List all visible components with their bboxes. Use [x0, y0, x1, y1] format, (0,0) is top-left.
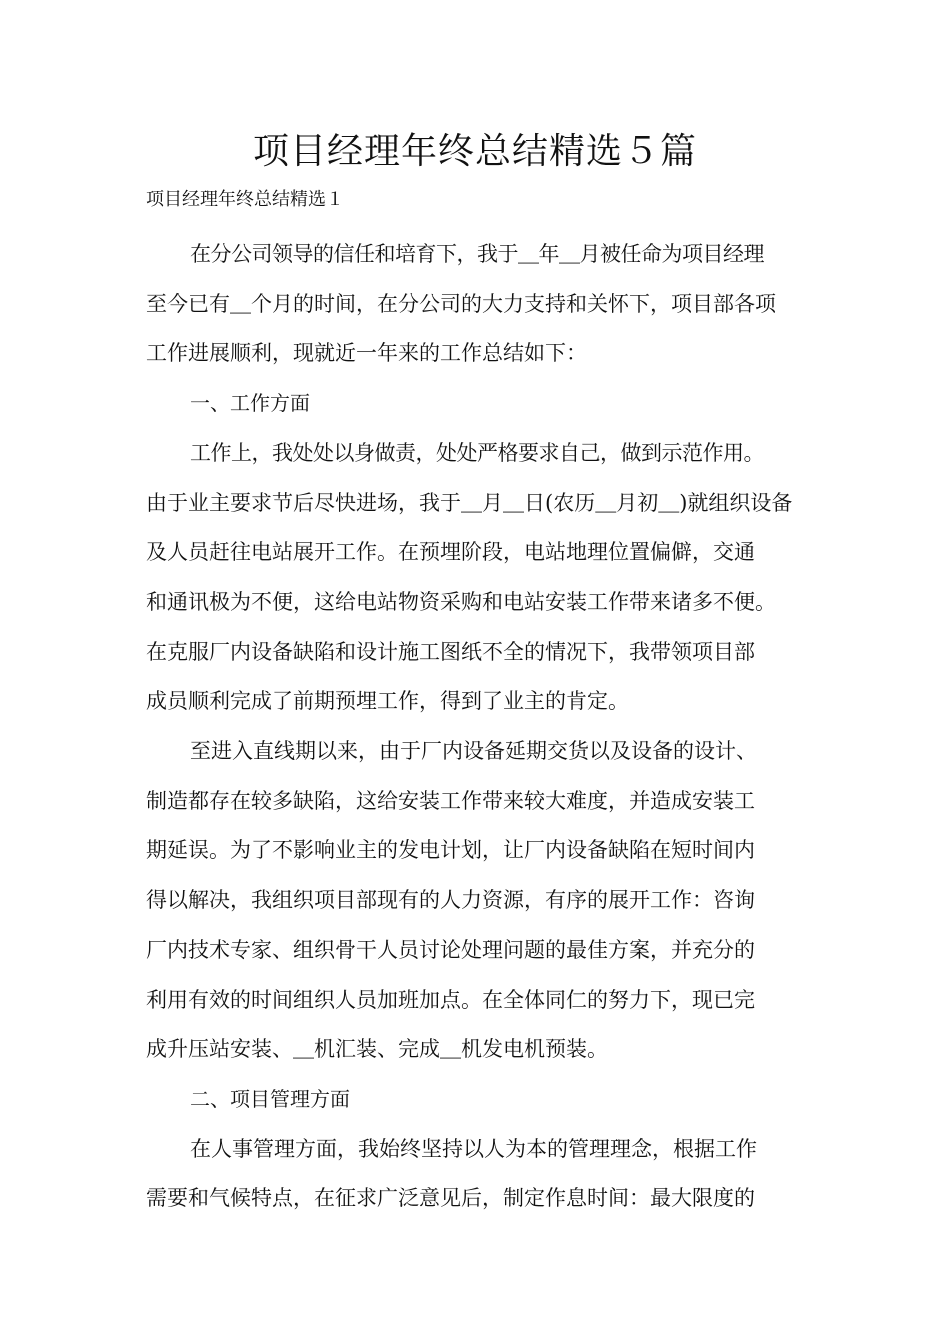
text-line: 成员顺利完成了前期预埋工作，得到了业主的肯定。	[146, 689, 629, 714]
text-line: 和通讯极为不便，这给电站物资采购和电站安装工作带来诸多不便。	[146, 589, 776, 614]
text-line: 及人员赶往电站展开工作。在预埋阶段，电站地理位置偏僻，交通	[146, 540, 755, 565]
intro-paragraph	[146, 230, 808, 379]
text-line: 在克服厂内设备缺陷和设计施工图纸不全的情况下，我带领项目部	[146, 639, 755, 664]
text-line: 需要和气候特点，在征求广泛意见后，制定作息时间：最大限度的	[146, 1186, 755, 1211]
document-title: 项目经理年终总结精选５篇	[252, 131, 697, 172]
text-line: 至进入直线期以来，由于厂内设备延期交货以及设备的设计、	[190, 739, 757, 764]
text-line: 工作进展顺利，现就近一年来的工作总结如下：	[146, 341, 587, 366]
text-line: 制造都存在较多缺陷，这给安装工作带来较大难度，并造成安装工	[146, 788, 755, 813]
text-line: 厂内技术专家、组织骨干人员讨论处理问题的最佳方案，并充分的	[146, 937, 755, 962]
text-line: 利用有效的时间组织人员加班加点。在全体同仁的努力下，现已完	[146, 987, 755, 1012]
text-line: 在人事管理方面，我始终坚持以人为本的管理理念，根据工作	[190, 1136, 757, 1161]
text-line: 由于业主要求节后尽快进场，我于＿月＿日(农历＿月初＿)就组织设备	[146, 490, 793, 515]
text-line: 至今已有＿个月的时间，在分公司的大力支持和关怀下，项目部各项	[146, 291, 776, 316]
document-body	[146, 230, 808, 1224]
section-heading-management: 二、项目管理方面	[190, 1086, 350, 1111]
document-subtitle: 项目经理年终总结精选１	[146, 189, 344, 210]
management-paragraph-1	[146, 1125, 808, 1224]
work-paragraph-1	[146, 429, 808, 727]
text-line: 成升压站安装、＿机汇装、完成＿机发电机预装。	[146, 1037, 608, 1062]
text-line: 得以解决，我组织项目部现有的人力资源，有序的展开工作：咨询	[146, 888, 755, 913]
text-line: 期延误。为了不影响业主的发电计划，让厂内设备缺陷在短时间内	[146, 838, 755, 863]
text-line: 工作上，我处处以身做责，处处严格要求自己，做到示范作用。	[190, 440, 764, 465]
work-paragraph-2	[146, 727, 808, 1075]
section-heading-work: 一、工作方面	[190, 391, 310, 416]
text-line: 在分公司领导的信任和培育下，我于＿年＿月被任命为项目经理	[190, 242, 764, 266]
